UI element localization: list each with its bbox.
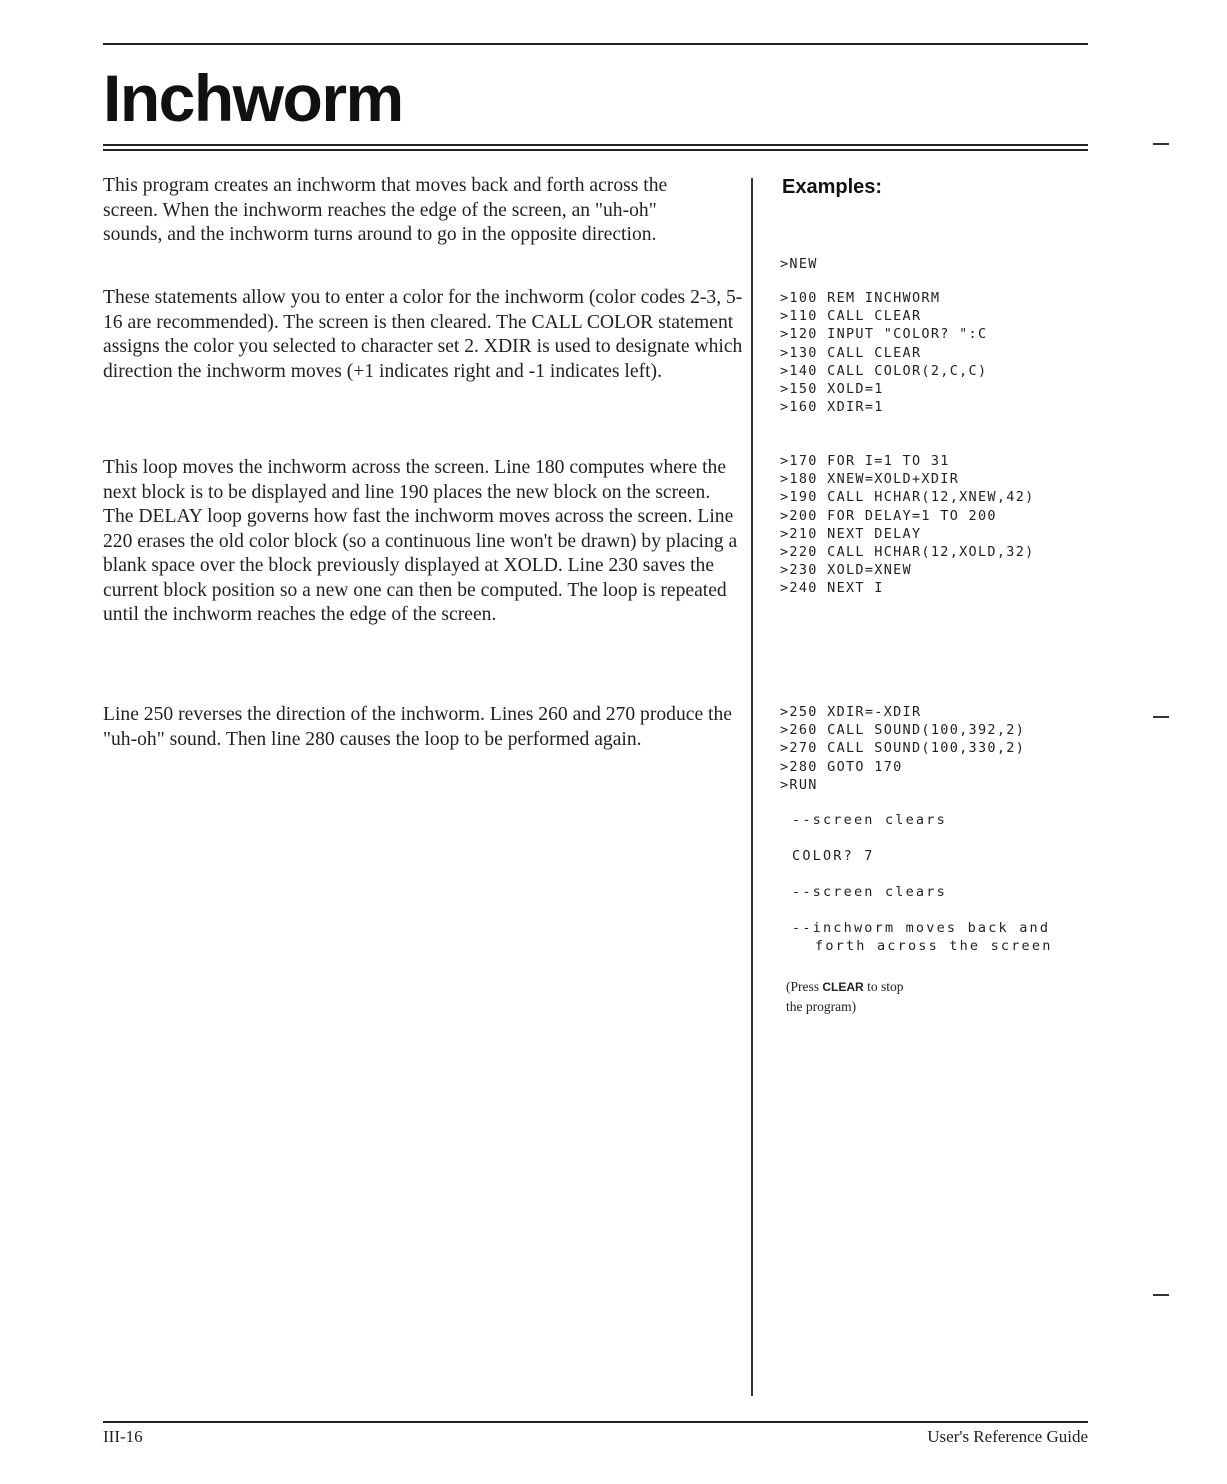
- code-block-setup: [780, 289, 987, 416]
- code-block-reverse: [780, 703, 1025, 794]
- code-line: >NEW: [780, 256, 818, 272]
- stop-note-prefix: (Press: [786, 979, 823, 994]
- stop-note: [786, 977, 903, 1016]
- code-line: >190 CALL HCHAR(12,XNEW,42): [780, 489, 1035, 506]
- output-color-prompt: COLOR? 7: [792, 848, 875, 864]
- code-line: >120 INPUT "COLOR? ":C: [780, 326, 988, 343]
- loop-paragraph: This loop moves the inchworm across the screen. Line 180 computes where the next block is to be displayed and line 190 places the new block on the screen. The DELAY loop governs how fast the inchworm moves across the screen. Line 220 erases the old color block (so a continuous line won't be drawn) by placing a blank space over the block previously displayed at XOLD. Line 230 saves the current block position so a new one can then be computed. The loop is repeated until the inchworm reaches the edge of the screen.: [103, 457, 738, 625]
- code-line: >230 XOLD=XNEW: [780, 562, 912, 579]
- code-line: >210 NEXT DELAY: [780, 525, 922, 542]
- code-block-loop: [780, 452, 1035, 598]
- code-line: >280 GOTO 170: [780, 758, 903, 775]
- footer-rule: [103, 1421, 1088, 1423]
- code-line: >140 CALL COLOR(2,C,C): [780, 362, 988, 379]
- guide-title: User's Reference Guide: [927, 1427, 1088, 1446]
- output-inchworm-line-1: --inchworm moves back and: [792, 920, 1051, 936]
- stop-note-suffix: to stop: [863, 979, 904, 994]
- intro-paragraph: This program creates an inchworm that moves back and forth across the screen. When the inchworm reaches the edge of the screen, an "uh-oh" sounds, and the inchworm turns around to go in the opposite direction.: [103, 175, 668, 245]
- code-line: >180 XNEW=XOLD+XDIR: [780, 471, 960, 488]
- code-line: >130 CALL CLEAR: [780, 344, 922, 361]
- output-screen-clears: --screen clears: [792, 812, 947, 828]
- top-rule: [103, 43, 1088, 45]
- code-line: >200 FOR DELAY=1 TO 200: [780, 507, 997, 524]
- code-line: >270 CALL SOUND(100,330,2): [780, 740, 1026, 757]
- code-line: >110 CALL CLEAR: [780, 308, 922, 325]
- code-line: >240 NEXT I: [780, 580, 884, 597]
- output-inchworm-line-2: forth across the screen: [815, 938, 1053, 954]
- code-line: >170 FOR I=1 TO 31: [780, 453, 950, 469]
- title-rule-upper: [103, 144, 1088, 146]
- examples-heading: Examples:: [782, 176, 883, 198]
- page-title: Inchworm: [103, 61, 403, 135]
- page-number: III-16: [103, 1427, 143, 1446]
- title-rule-lower: [103, 149, 1088, 151]
- margin-mark: [1153, 143, 1169, 145]
- code-line: >RUN: [780, 776, 818, 793]
- reverse-paragraph: Line 250 reverses the direction of the inchworm. Lines 260 and 270 produce the "uh-oh" sound. Then line 280 causes the loop to be performed again.: [103, 704, 732, 750]
- code-line: >220 CALL HCHAR(12,XOLD,32): [780, 544, 1035, 561]
- code-line: >250 XDIR=-XDIR: [780, 704, 922, 720]
- code-block-new: [780, 255, 818, 273]
- setup-paragraph: These statements allow you to enter a color for the inchworm (color codes 2-3, 5-16 are recommended). The screen is then cleared. The CALL COLOR statement assigns the color you selected to character set 2. XDIR is used to designate which direction the inchworm moves (+1 indicates right and -1 indicates left).: [103, 287, 743, 382]
- margin-mark: [1153, 1294, 1169, 1296]
- code-line: >100 REM INCHWORM: [780, 290, 941, 306]
- stop-note-line2: the program): [786, 999, 857, 1014]
- code-line: >260 CALL SOUND(100,392,2): [780, 722, 1026, 739]
- margin-mark: [1153, 716, 1169, 718]
- code-line: >160 XDIR=1: [780, 399, 884, 416]
- column-divider: [751, 178, 753, 1396]
- clear-key-label: CLEAR: [822, 980, 864, 994]
- code-line: >150 XOLD=1: [780, 381, 884, 398]
- output-screen-clears-second: --screen clears: [792, 884, 947, 900]
